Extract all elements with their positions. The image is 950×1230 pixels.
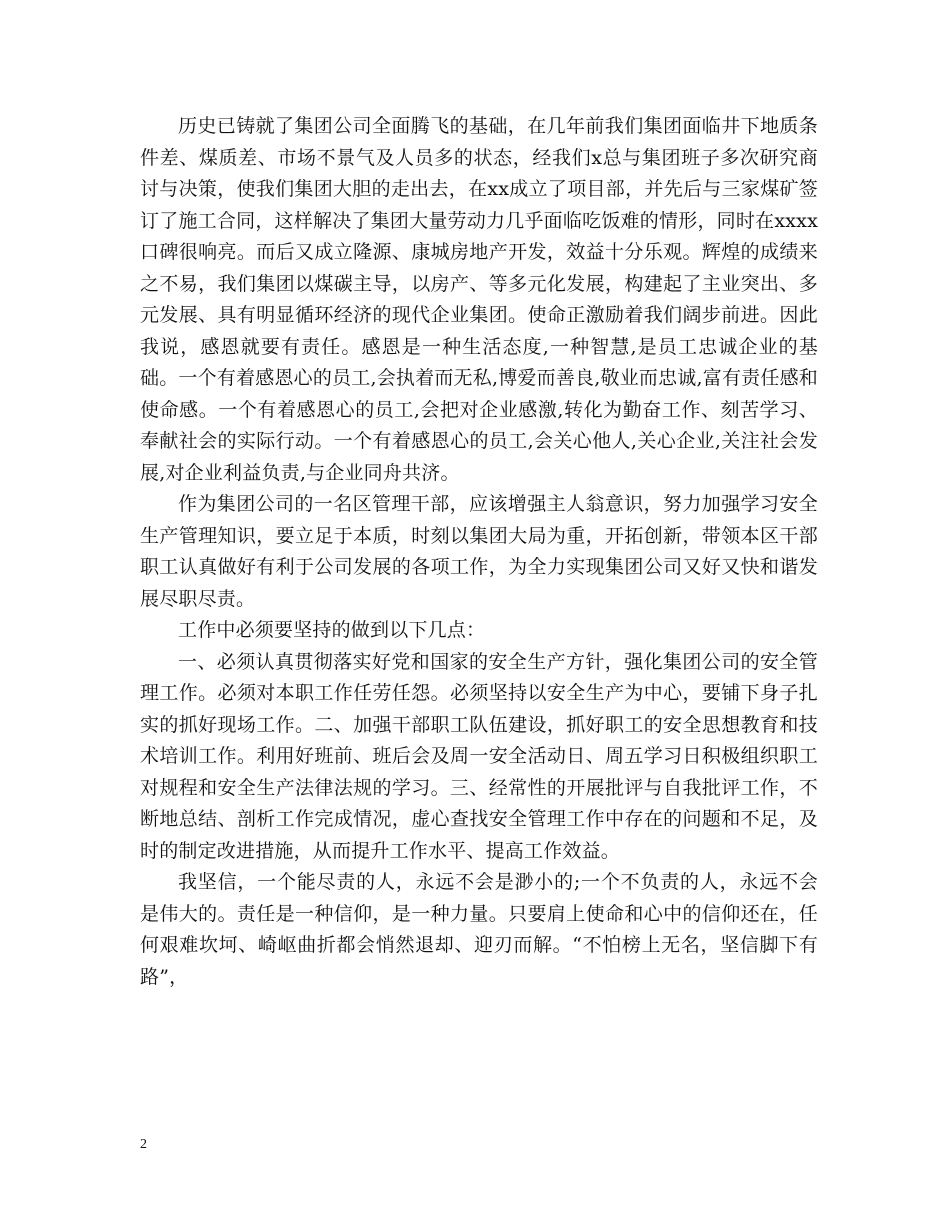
page-number: 2 [140, 1137, 147, 1152]
document-body [140, 111, 818, 993]
paragraph-3: 工作中必须要坚持的做到以下几点： [178, 619, 486, 641]
paragraph-1: 历史已铸就了集团公司全面腾飞的基础，在几年前我们集团面临井下地质条件差、煤质差、市场不景气及人员多的状态，经我们x总与集团班子多次研究商讨与决策，使我们集团大胆的走出去，在xx成立了项目部，并先后与三家煤矿签订了施工合同，这样解决了集团大量劳动力几乎面临吃饭难的情形，同时在xxxx口碑很响亮。而后又成立隆源、康城房地产开发，效益十分乐观。辉煌的成绩来之不易，我们集团以煤碳主导，以房产、等多元化发展，构建起了主业突出、多元发展、具有明显循环经济的现代企业集团。使命正激励着我们阔步前进。因此我说，感恩就要有责任。感恩是一种生活态度,一种智慧,是员工忠诚企业的基础。一个有着感恩心的员工,会执着而无私,博爱而善良,敬业而忠诚,富有责任感和使命感。一个有着感恩心的员工,会把对企业感激,转化为勤奋工作、刻苦学习、奉献社会的实际行动。一个有着感恩心的员工,会关心他人,关心企业,关注社会发展,对企业利益负责,与企业同舟共济。 [140, 115, 818, 484]
paragraph-4: 一、必须认真贯彻落实好党和国家的安全生产方针，强化集团公司的安全管理工作。必须对本职工作任劳任怨。必须坚持以安全生产为中心，要铺下身子扎实的抓好现场工作。二、加强干部职工队伍建设，抓好职工的安全思想教育和技术培训工作。利用好班前、班后会及周一安全活动日、周五学习日积极组织职工对规程和安全生产法律法规的学习。三、经常性的开展批评与自我批评工作，不断地总结、剖析工作完成情况，虚心查找安全管理工作中存在的问题和不足，及时的制定改进措施，从而提升工作水平、提高工作效益。 [140, 650, 818, 862]
paragraph-5: 我坚信，一个能尽责的人，永远不会是渺小的;一个不负责的人，永远不会是伟大的。责任是一种信仰，是一种力量。只要肩上使命和心中的信仰还在，任何艰难坎坷、崎岖曲折都会悄然退却、迎刃而解。“不怕榜上无名，坚信脚下有路”， [140, 871, 818, 988]
paragraph-2: 作为集团公司的一名区管理干部，应该增强主人翁意识，努力加强学习安全生产管理知识，要立足于本质，时刻以集团大局为重，开拓创新，带领本区干部职工认真做好有利于公司发展的各项工作，为全力实现集团公司又好又快和谐发展尽职尽责。 [140, 493, 818, 610]
